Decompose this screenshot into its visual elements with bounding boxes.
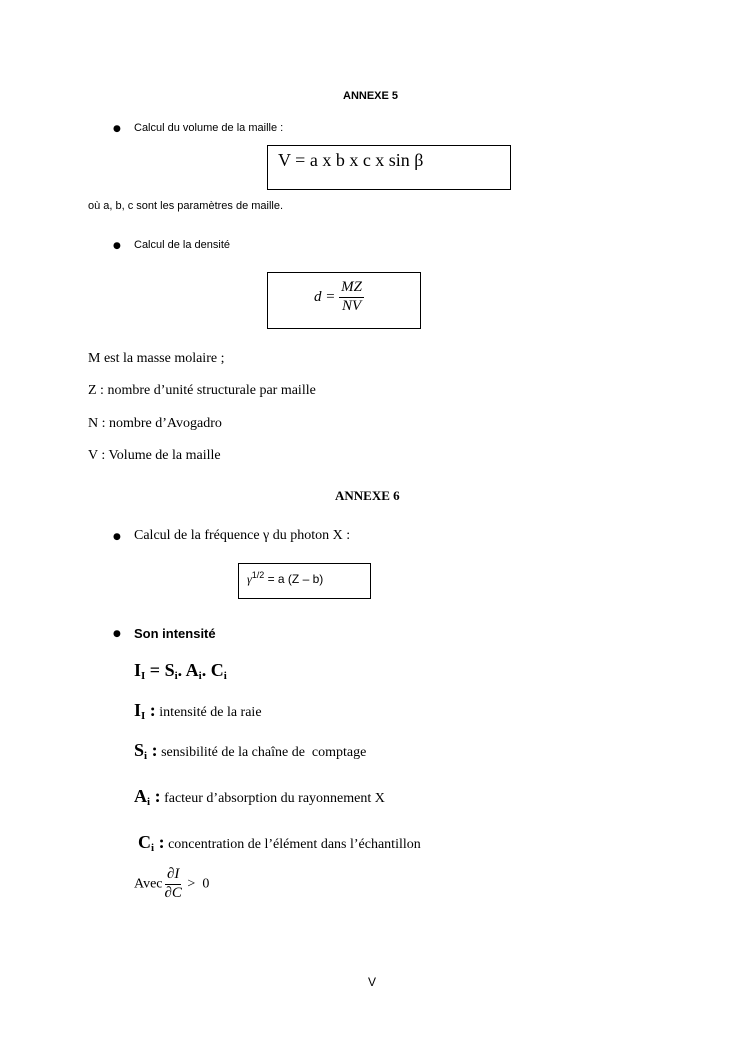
bullet-icon: ● [113, 124, 121, 134]
term-colon: : [145, 700, 156, 720]
avec-label: Avec [134, 876, 163, 892]
term-absorption [134, 786, 385, 808]
concentration-subscript: i [223, 670, 227, 682]
dot-separator: . [201, 660, 211, 680]
term-description: sensibilité de la chaîne de comptage [157, 745, 367, 760]
moseley-rhs: = a (Z – b) [264, 572, 324, 586]
term-subscript: i [147, 796, 151, 808]
density-denominator: NV [341, 297, 362, 314]
volume-formula: V = a x b x c x sin β [278, 150, 424, 170]
frequency-bullet-text: Calcul de la fréquence γ du photon X : [134, 528, 351, 543]
volume-formula-box [267, 145, 511, 190]
page-number: V [368, 975, 377, 989]
term-subscript: i [151, 842, 155, 854]
moseley-formula-box [238, 563, 371, 599]
params-note: où a, b, c sont les paramètres de maille. [88, 200, 284, 212]
term-subscript: i [144, 750, 148, 762]
term-symbol: S [134, 740, 145, 760]
term-colon: : [154, 832, 165, 852]
def-volume: V : Volume de la maille [88, 448, 221, 463]
annexe5-title: ANNEXE 5 [343, 90, 399, 102]
intensity-subscript: I [141, 670, 146, 682]
density-bullet-text: Calcul de la densité [134, 239, 231, 251]
intensity-equation [134, 660, 227, 682]
term-description: facteur d’absorption du rayonnement X [160, 791, 385, 806]
term-colon: : [147, 740, 158, 760]
density-lhs: d = [314, 288, 336, 305]
annexe6-title: ANNEXE 6 [335, 488, 400, 503]
derivative-fraction [163, 867, 184, 902]
moseley-gamma: γ [247, 572, 252, 586]
derivative-numerator: ∂I [165, 867, 181, 885]
intensity-bullet-text: Son intensité [134, 626, 216, 641]
derivative-denominator: ∂C [164, 884, 182, 901]
volume-bullet-text: Calcul du volume de la maille : [134, 122, 284, 134]
term-symbol: A [134, 786, 147, 806]
density-numerator: MZ [339, 280, 364, 298]
term-sensitivity [134, 740, 366, 762]
equals-sign: = [145, 660, 165, 680]
sensitivity-symbol: S [164, 660, 175, 680]
moseley-formula [247, 570, 323, 587]
density-formula-box [267, 272, 421, 329]
term-concentration [138, 832, 421, 854]
term-symbol: C [138, 832, 151, 852]
bullet-icon: ● [113, 241, 121, 251]
term-description: concentration de l’élément dans l’échantillon [164, 837, 421, 852]
term-colon: : [150, 786, 161, 806]
derivative-rhs: > 0 [183, 876, 210, 892]
absorption-symbol: A [185, 660, 199, 680]
concentration-symbol: C [210, 660, 224, 680]
absorption-subscript: i [198, 670, 202, 682]
bullet-icon: ● [113, 629, 121, 639]
density-fraction [339, 280, 364, 315]
bullet-icon: ● [113, 532, 121, 542]
moseley-exponent: 1/2 [251, 570, 265, 580]
def-z: Z : nombre d’unité structurale par maille [88, 383, 316, 398]
density-formula [314, 280, 364, 315]
term-description: intensité de la raie [155, 705, 262, 720]
sensitivity-subscript: i [174, 670, 178, 682]
term-intensity [134, 700, 262, 722]
term-symbol: I [134, 700, 142, 720]
def-molar-mass: M est la masse molaire ; [88, 351, 225, 366]
derivative-condition [134, 867, 209, 902]
term-subscript: I [141, 710, 146, 722]
def-avogadro: N : nombre d’Avogadro [88, 416, 222, 431]
dot-separator: . [177, 660, 186, 680]
intensity-symbol: I [134, 660, 142, 680]
